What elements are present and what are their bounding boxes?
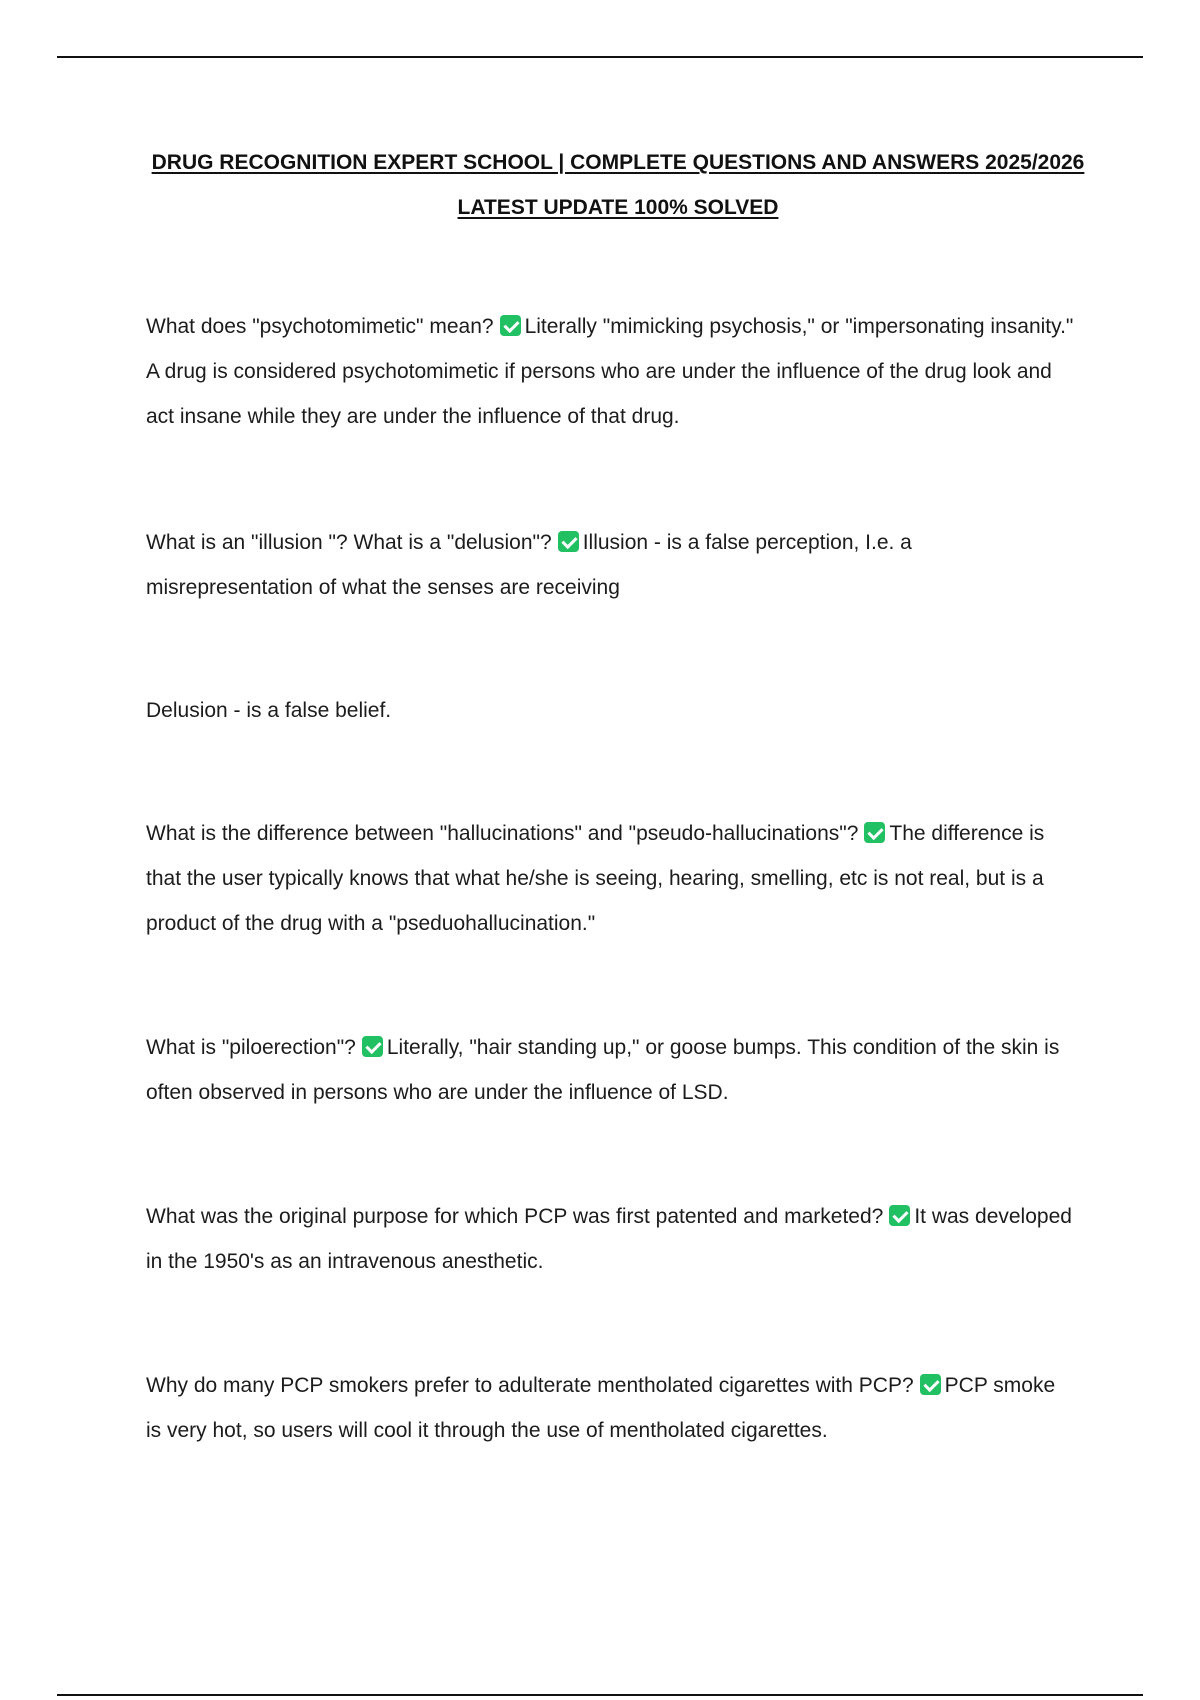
title-line-2: LATEST UPDATE 100% SOLVED xyxy=(457,196,779,219)
question-text: What is an "illusion "? What is a "delusion"? xyxy=(146,531,552,554)
question-text: What is the difference between "hallucinations" and "pseudo-hallucinations"? xyxy=(146,822,859,845)
answer-text: Illusion - is a false perception, I.e. a misrepresentation of what the senses are receiving xyxy=(146,531,912,599)
bottom-divider xyxy=(57,1694,1143,1696)
top-divider xyxy=(57,56,1143,58)
qa-item xyxy=(146,1363,1076,1453)
title-line-1: DRUG RECOGNITION EXPERT SCHOOL | COMPLETE QUESTIONS AND ANSWERS 2025/2026 xyxy=(151,151,1085,174)
qa-item xyxy=(146,1194,1076,1284)
answer-text: Literally, "hair standing up," or goose bumps. This condition of the skin is often observed in persons who are under the influence of LSD. xyxy=(146,1036,1060,1104)
answer-continuation: Delusion - is a false belief. xyxy=(146,699,392,722)
answer-text: Literally "mimicking psychosis," or "impersonating insanity." A drug is considered psychotomimetic if persons who are under the influence of the drug look and act insane while they are under the influence of that drug. xyxy=(146,315,1074,428)
check-mark-icon xyxy=(889,1205,910,1226)
question-text: Why do many PCP smokers prefer to adulterate mentholated cigarettes with PCP? xyxy=(146,1374,914,1397)
check-mark-icon xyxy=(500,315,521,336)
check-mark-icon xyxy=(920,1374,941,1395)
qa-item xyxy=(146,520,1076,610)
check-mark-icon xyxy=(864,822,885,843)
qa-item xyxy=(146,811,1076,946)
question-text: What was the original purpose for which PCP was first patented and marketed? xyxy=(146,1205,884,1228)
check-mark-icon xyxy=(362,1036,383,1057)
question-text: What is "piloerection"? xyxy=(146,1036,356,1059)
answer-text: The difference is that the user typically knows that what he/she is seeing, hearing, smelling, etc is not real, but is a product of the drug with a "pseduohallucination." xyxy=(146,822,1045,935)
check-mark-icon xyxy=(558,531,579,552)
qa-extra-paragraph xyxy=(146,688,1076,733)
qa-item xyxy=(146,1025,1076,1115)
qa-item xyxy=(146,304,1076,439)
document-title xyxy=(140,140,1096,230)
answer-text: PCP smoke is very hot, so users will cool it through the use of mentholated cigarettes. xyxy=(146,1374,1056,1442)
question-text: What does "psychotomimetic" mean? xyxy=(146,315,494,338)
answer-text: It was developed in the 1950's as an intravenous anesthetic. xyxy=(146,1205,1072,1273)
